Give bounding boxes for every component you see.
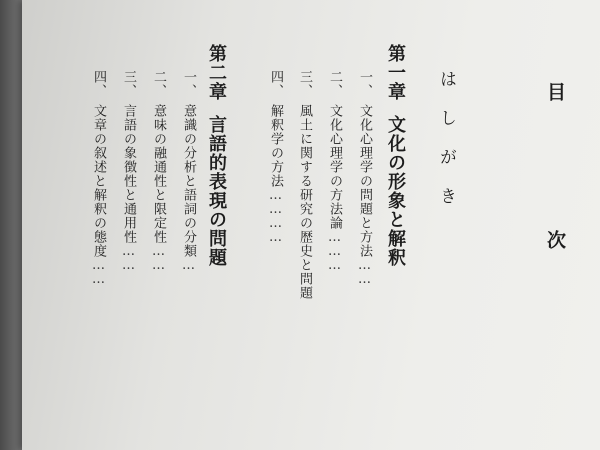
- chapter-2-number: 第二章: [206, 44, 227, 101]
- chapter-2-section-2: [152, 70, 165, 272]
- chapter-1-section-2: [328, 70, 341, 272]
- section-leader: …: [181, 258, 196, 272]
- section-leader: ……: [91, 258, 106, 286]
- chapter-2-section-4: [92, 70, 105, 286]
- chapter-1-title: 文化の形象と解釈: [385, 115, 406, 267]
- section-index: 四、: [268, 70, 283, 98]
- section-leader: ………: [327, 230, 342, 272]
- chapter-1-number: 第一章: [385, 44, 406, 101]
- chapter-2-title: 言語的表現の問題: [206, 115, 227, 267]
- chapter-2-heading: [203, 44, 229, 267]
- section-title: 風土に関する研究の歴史と問題: [297, 104, 312, 300]
- chapter-2-section-3: [122, 70, 135, 272]
- toc-title: 目 次: [544, 82, 566, 304]
- section-index: 三、: [297, 70, 312, 98]
- section-leader: ……: [151, 244, 166, 272]
- section-leader: ……: [357, 258, 372, 286]
- section-index: 四、: [91, 70, 106, 98]
- section-index: 一、: [357, 70, 372, 98]
- section-title: 意味の融通性と限定性: [151, 104, 166, 244]
- chapter-1-heading: [382, 44, 408, 267]
- chapter-1-section-1: [358, 70, 371, 286]
- chapter-2-section-1: [182, 70, 195, 272]
- section-leader: ……: [121, 244, 136, 272]
- section-title: 文化心理学の方法論: [327, 104, 342, 230]
- section-index: 一、: [181, 70, 196, 98]
- section-title: 意識の分析と語詞の分類: [181, 104, 196, 258]
- section-title: 文章の叙述と解釈の態度: [91, 104, 106, 258]
- section-index: 二、: [151, 70, 166, 98]
- section-title: 解釈学の方法: [268, 104, 283, 188]
- chapter-1-section-3: [298, 70, 311, 300]
- toc-page: [22, 0, 600, 450]
- section-leader: …………: [268, 188, 283, 244]
- section-index: 二、: [327, 70, 342, 98]
- toc-preface: はしがき: [436, 70, 456, 226]
- chapter-1-section-4: [269, 70, 282, 244]
- section-index: 三、: [121, 70, 136, 98]
- section-title: 言語の象徴性と通用性: [121, 104, 136, 244]
- section-title: 文化心理学の問題と方法: [357, 104, 372, 258]
